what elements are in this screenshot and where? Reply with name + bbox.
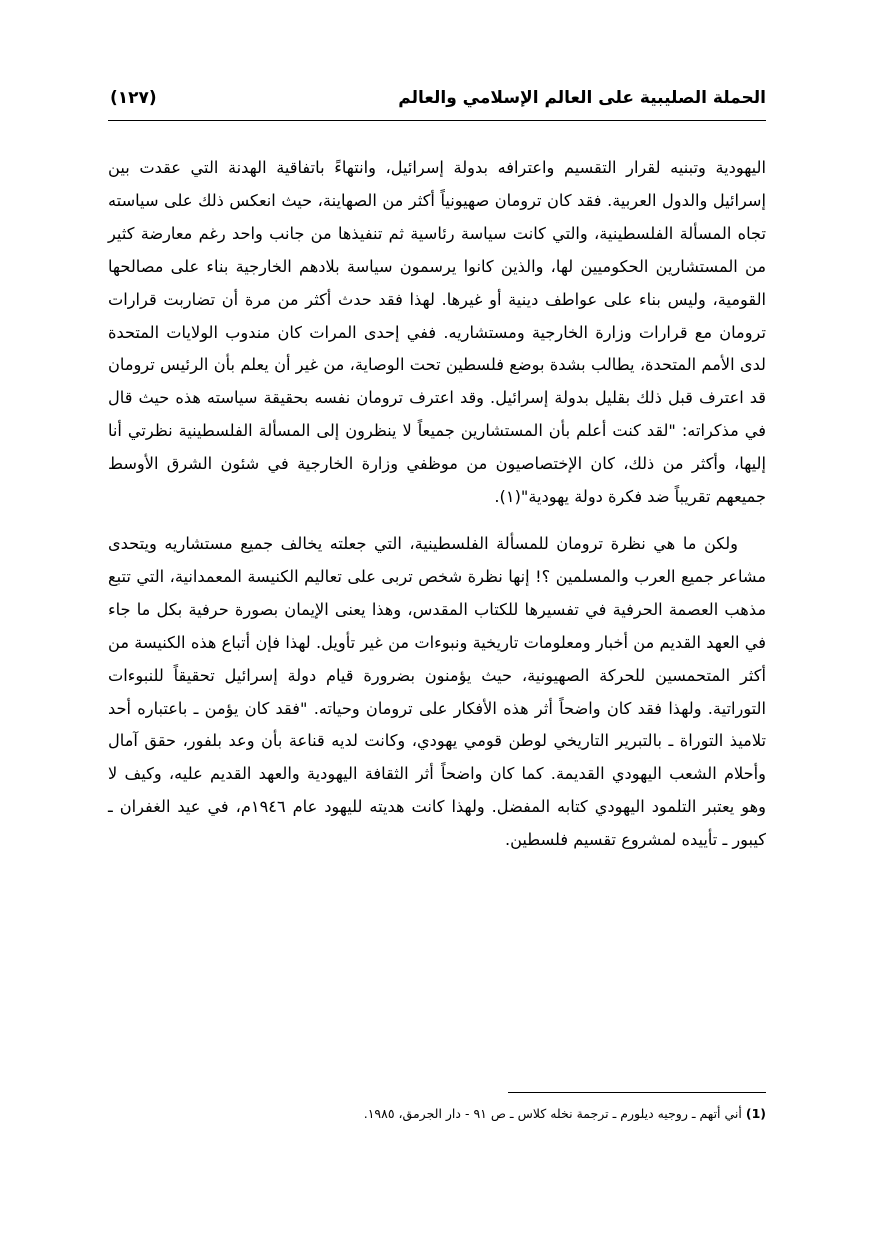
body-text	[108, 152, 766, 857]
footnote-divider	[508, 1092, 766, 1093]
page-header	[108, 86, 766, 121]
running-title: الحملة الصليبية على العالم الإسلامي والعالم	[398, 88, 766, 108]
page-number: (١٢٧)	[110, 88, 157, 108]
paragraph-2: ولكن ما هي نظرة ترومان للمسألة الفلسطينية، التي جعلته يخالف جميع مستشاريه ويتحدى مشاعر جميع العرب والمسلمين ؟! إنها نظرة شخص تربى على تعاليم الكنيسة المعمدانية، التي تتبع مذهب العصمة الحرفية في تفسيرها للكتاب المقدس، وهذا يعنى الإيمان بصورة حرفية بكل ما جاء في العهد القديم من أخبار ومعلومات تاريخية ونبوءات من غير تأويل. لهذا فإن أتباع هذه الكنيسة من أكثر المتحمسين للحركة الصهيونية، حيث يؤمنون بضرورة قيام دولة إسرائيل تحقيقاً للنبوءات التوراتية. ولهذا فقد كان واضحاً أثر هذه الأفكار على ترومان وحياته. "فقد كان يؤمن ـ باعتباره أحد تلاميذ التوراة ـ بالتبرير التاريخي لوطن قومي يهودي، وكانت لديه قناعة بأن وعد بلفور، حقق آمال وأحلام الشعب اليهودي القديمة. كما كان واضحاً أثر الثقافة اليهودية والعهد القديم عليه، وكيف لا وهو يعتبر التلمود اليهودي كتابه المفضل. ولهذا كانت هديته لليهود عام ١٩٤٦م، في عيد الغفران ـ كيبور ـ تأييده لمشروع تقسيم فلسطين.	[108, 533, 766, 850]
paragraph-1: اليهودية وتبنيه لقرار التقسيم واعترافه بدولة إسرائيل، وانتهاءً باتفاقية الهدنة التي عقدت بين إسرائيل والدول العربية. فقد كان ترومان صهيونياً أكثر من الصهاينة، حيث انعكس ذلك على سياسته تجاه المسألة الفلسطينية، والتي كانت سياسة رئاسية ثم تنفيذها من جانب واحد رغم معارضة كثير من المستشارين الحكوميين لها، والذين كانوا يرسمون سياسة بلادهم الخارجية بناء على مصالحها القومية، وليس بناء على عواطف دينية أو غيرها. لهذا فقد حدث أكثر من مرة أن تضاربت قرارات ترومان مع قرارات وزارة الخارجية ومستشاريه. ففي إحدى المرات كان مندوب الولايات المتحدة لدى الأمم المتحدة، يطالب بشدة بوضع فلسطين تحت الوصاية، من غير أن يعلم بأن الرئيس ترومان قد اعترف قبل ذلك بقليل بدولة إسرائيل. وقد اعترف ترومان نفسه بحقيقة سياسته هذه حيث قال في مذكراته: "لقد كنت أعلم بأن المستشارين جميعاً لا ينظرون إلى المسألة الفلسطينية نظرتي أنا إليها، وأكثر من ذلك، كان الإختصاصيون من موظفي وزارة الخارجية في شئون الشرق الأوسط جميعهم تقريباً ضد فكرة دولة يهودية"(١).	[108, 158, 766, 507]
footnote	[364, 1106, 766, 1121]
footnote-text: أني أتهم ـ روجيه ديلورم ـ ترجمة نخله كلاس ـ ص ٩١ - دار الجرمق، ١٩٨٥.	[363, 1106, 742, 1121]
footnote-marker: (1)	[745, 1106, 766, 1121]
